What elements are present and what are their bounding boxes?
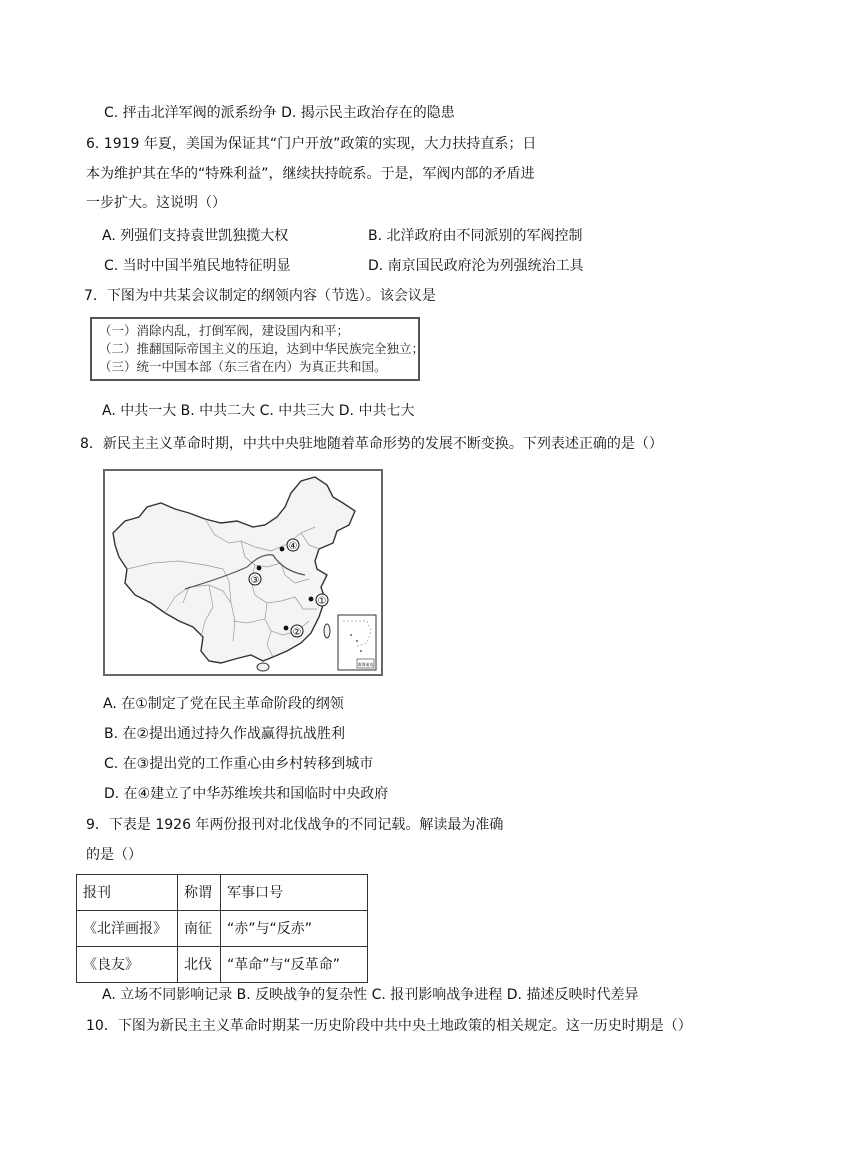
china-map-figure — [103, 469, 383, 676]
q6-stem-line-1: 6. 1919 年夏，美国为保证其“门户开放”政策的实现，大力扶持直系；日 — [86, 136, 537, 152]
q6-stem-line-3: 一步扩大。这说明（） — [86, 195, 226, 211]
marker-2-label: ② — [292, 627, 302, 638]
table-cell: 北伐 — [178, 947, 221, 983]
q9-options: A. 立场不同影响记录 B. 反映战争的复杂性 C. 报刊影响战争进程 D. 描述反映时代差异 — [102, 987, 639, 1003]
taiwan-island — [324, 624, 330, 638]
q7-box-line-2: （二）推翻国际帝国主义的压迫，达到中华民族完全独立； — [99, 341, 425, 356]
marker-3-label: ③ — [250, 575, 260, 586]
table-cell: “革命”与“反革命” — [221, 947, 368, 983]
table-header-cell: 军事口号 — [221, 875, 368, 911]
q6-option-a: A. 列强们支持袁世凯独揽大权 — [102, 228, 289, 244]
table-cell: 《北洋画报》 — [77, 911, 178, 947]
table-row — [77, 947, 368, 983]
marker-4-label: ④ — [288, 541, 298, 552]
q7-stem: 7．下图为中共某会议制定的纲领内容（节选）。该会议是 — [84, 288, 436, 304]
q8-option-a: A. 在①制定了党在民主革命阶段的纲领 — [103, 696, 344, 712]
table-row — [77, 911, 368, 947]
south-china-sea-inset — [338, 615, 376, 670]
inset-label: 南海诸岛 — [357, 662, 374, 667]
table-cell: 《良友》 — [77, 947, 178, 983]
china-map-svg — [105, 471, 381, 674]
q7-program-box — [90, 317, 425, 381]
china-outline — [113, 477, 355, 663]
q7-box-line-1: （一）消除内乱，打倒军阀，建设国内和平； — [99, 323, 350, 338]
table-header-cell: 报刊 — [77, 875, 178, 911]
q7-options: A. 中共一大 B. 中共二大 C. 中共三大 D. 中共七大 — [102, 403, 415, 419]
table-cell: “赤”与“反赤” — [221, 911, 368, 947]
hainan-island — [257, 663, 269, 671]
q9-stem-line-1: 9．下表是 1926 年两份报刊对北伐战争的不同记载。解读最为准确 — [86, 817, 504, 833]
q10-stem: 10．下图为新民主主义革命时期某一历史阶段中共中央土地政策的相关规定。这一历史时期是（） — [86, 1018, 692, 1034]
q6-option-c: C. 当时中国半殖民地特征明显 — [104, 258, 291, 274]
q6-option-b: B. 北洋政府由不同派别的军阀控制 — [368, 228, 583, 244]
table-header-row — [77, 875, 368, 911]
q5-options-cd: C. 抨击北洋军阀的派系纷争 D. 揭示民主政治存在的隐患 — [104, 105, 455, 121]
q6-stem-line-2: 本为维护其在华的“特殊利益”，继续扶持皖系。于是，军阀内部的矛盾进 — [86, 166, 535, 182]
q8-stem: 8．新民主主义革命时期，中共中央驻地随着革命形势的发展不断变换。下列表述正确的是（） — [80, 436, 663, 452]
table-header-cell: 称谓 — [178, 875, 221, 911]
q8-option-d: D. 在④建立了中华苏维埃共和国临时中央政府 — [104, 786, 389, 802]
q9-stem-line-2: 的是（） — [86, 847, 142, 863]
marker-1-label: ① — [317, 596, 327, 607]
q9-newspaper-table — [76, 874, 368, 983]
q8-option-c: C. 在③提出党的工作重心由乡村转移到城市 — [104, 756, 374, 772]
q7-box-line-3: （三）统一中国本部（东三省在内）为真正共和国。 — [99, 359, 387, 374]
q8-option-b: B. 在②提出通过持久作战赢得抗战胜利 — [104, 726, 346, 742]
table-cell: 南征 — [178, 911, 221, 947]
q6-option-d: D. 南京国民政府沦为列强统治工具 — [368, 258, 584, 274]
